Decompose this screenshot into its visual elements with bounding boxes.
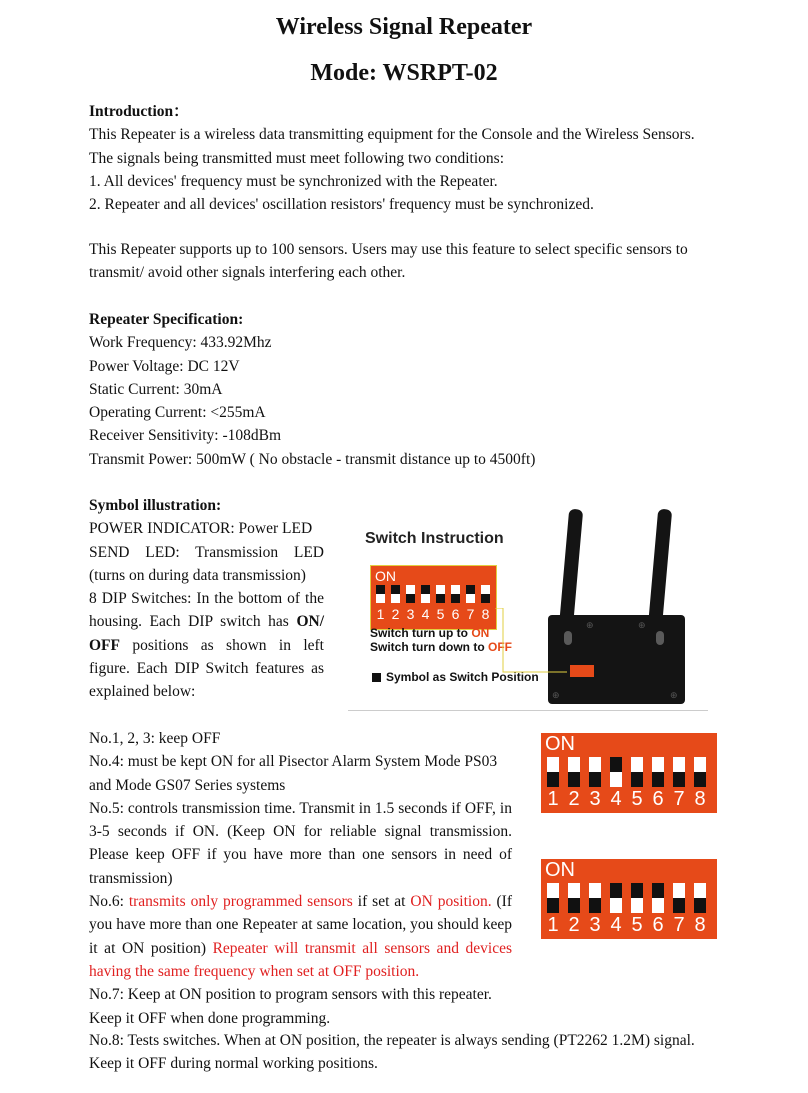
document-title: Wireless Signal Repeater bbox=[275, 14, 533, 40]
dip-switch-knob bbox=[673, 898, 685, 913]
dip-switch-2 bbox=[568, 883, 580, 913]
figure-dip-knob bbox=[376, 585, 385, 594]
dip-switch-1 bbox=[547, 757, 559, 787]
figure-dip-knob bbox=[406, 594, 415, 603]
s6f: Repeater will transmit all sensors and devices having the same frequency when set at OFF position. bbox=[89, 939, 512, 980]
dip-switch-number: 5 bbox=[631, 788, 643, 810]
dip-switch-knob bbox=[589, 898, 601, 913]
figure-dip-switch-1 bbox=[376, 585, 385, 603]
dip-switch-knob bbox=[694, 898, 706, 913]
dip-switch-knob bbox=[610, 883, 622, 898]
switch-up-on: ON bbox=[471, 626, 490, 640]
dip-switch-2 bbox=[568, 757, 580, 787]
dip-switch-diagram-1 bbox=[541, 733, 717, 813]
switch-down-off: OFF bbox=[487, 640, 512, 654]
figure-dip-switch-2 bbox=[391, 585, 400, 603]
switch-8-text-b: Keep it OFF during normal working positions. bbox=[89, 1055, 378, 1073]
dip-switch-3 bbox=[589, 883, 601, 913]
dip-switch-number: 5 bbox=[631, 914, 643, 936]
figure-dip-number: 4 bbox=[421, 606, 430, 622]
figure-dip-switch-6 bbox=[451, 585, 460, 603]
dip-switch-1 bbox=[547, 883, 559, 913]
s6b: transmits only programmed sensors bbox=[128, 893, 353, 911]
send-led-text: SEND LED: Transmission LED (turns on during data transmission) bbox=[89, 543, 324, 584]
dip-switch-number: 2 bbox=[568, 788, 580, 810]
leader-line bbox=[495, 608, 575, 678]
figure-dip-number: 8 bbox=[481, 606, 490, 622]
figure-dip-switch-7 bbox=[466, 585, 475, 603]
spec-line: Static Current: 30mA bbox=[89, 380, 223, 398]
switch-5-text: No.5: controls transmission time. Transmit in 1.5 seconds if OFF, in 3-5 seconds if ON. (Keep ON for reliable signal transmission. Please keep OFF if you have more than one sensors in need of transmission) bbox=[89, 799, 512, 887]
dip-switch-knob bbox=[547, 772, 559, 787]
spec-line: Work Frequency: 433.92Mhz bbox=[89, 334, 272, 352]
dip-switch-number: 6 bbox=[652, 914, 664, 936]
dip-switch-3 bbox=[589, 757, 601, 787]
switch-7-text-a: No.7: Keep at ON position to program sensors with this repeater. bbox=[89, 986, 492, 1004]
dip-switch-knob bbox=[568, 772, 580, 787]
figure-dip-knob bbox=[436, 594, 445, 603]
dip-switch-8 bbox=[694, 757, 706, 787]
black-square-icon bbox=[372, 673, 381, 682]
figure-dip-switch-4 bbox=[421, 585, 430, 603]
figure-dip-on-label: ON bbox=[375, 568, 396, 584]
switch-8-description bbox=[89, 1029, 779, 1076]
dip-switch-knob bbox=[589, 772, 601, 787]
dip-switch-4 bbox=[610, 757, 622, 787]
dip-switch-knob bbox=[631, 883, 643, 898]
dip1-on-label: ON bbox=[545, 733, 575, 755]
intro-line: The signals being transmitted must meet following two conditions: bbox=[89, 149, 505, 167]
power-indicator-text: POWER INDICATOR: Power LED bbox=[89, 520, 313, 538]
figure-dip-number: 6 bbox=[451, 606, 460, 622]
introduction-section bbox=[89, 100, 779, 216]
switch-descriptions bbox=[89, 727, 512, 1030]
switch-up-text: Switch turn up to bbox=[370, 626, 472, 640]
s6a: No.6: bbox=[89, 893, 129, 911]
dip-switch-7 bbox=[673, 757, 685, 787]
figure-dip-switch-8 bbox=[481, 585, 490, 603]
dip-switch-number: 8 bbox=[694, 788, 706, 810]
switch-down-text: Switch turn down to bbox=[370, 640, 488, 654]
dip-switch-number: 8 bbox=[694, 914, 706, 936]
spec-heading: Repeater Specification: bbox=[89, 311, 244, 328]
intro-line: 1. All devices' frequency must be synchronized with the Repeater. bbox=[89, 172, 498, 190]
dip-text-a: 8 DIP Switches: In the bottom of the housing. Each DIP switch has bbox=[89, 590, 324, 631]
switch-4-text: No.4: must be kept ON for all Pisector Alarm System Mode PS03 and Mode GS07 Series systems bbox=[89, 753, 498, 794]
figure-dip-number: 2 bbox=[391, 606, 400, 622]
model-title: Mode: WSRPT-02 bbox=[310, 60, 498, 86]
intro-line: 2. Repeater and all devices' oscillation resistors' frequency must be synchronized. bbox=[89, 196, 594, 214]
keyhole-icon bbox=[656, 631, 664, 645]
dip-switch-8 bbox=[694, 883, 706, 913]
figure-dip-knob bbox=[481, 594, 490, 603]
s6d: ON position. bbox=[410, 893, 492, 911]
dip-switch-knob bbox=[610, 757, 622, 772]
dip-switch-number: 1 bbox=[547, 788, 559, 810]
switch-7-text-b: Keep it OFF when done programming. bbox=[89, 1009, 331, 1027]
figure-dip-switch bbox=[370, 565, 497, 630]
dip-text-onoff: ON/ OFF bbox=[89, 613, 324, 654]
figure-dip-knob bbox=[391, 585, 400, 594]
figure-dip-number: 7 bbox=[466, 606, 475, 622]
screw-icon: ⊕ bbox=[670, 691, 678, 701]
dip-switch-number: 6 bbox=[652, 788, 664, 810]
screw-icon: ⊕ bbox=[638, 621, 646, 631]
screw-icon: ⊕ bbox=[586, 621, 594, 631]
sensor-support-paragraph bbox=[89, 238, 779, 285]
symbol-note-text: Symbol as Switch Position bbox=[386, 670, 539, 684]
switch-down-note bbox=[370, 640, 512, 654]
dip-switch-knob bbox=[631, 772, 643, 787]
figure-dip-number: 1 bbox=[376, 606, 385, 622]
dip-switch-number: 3 bbox=[589, 788, 601, 810]
dip2-on-label: ON bbox=[545, 859, 575, 881]
symbol-heading: Symbol illustration: bbox=[89, 497, 222, 514]
figure-dip-number: 3 bbox=[406, 606, 415, 622]
s6c: if set at bbox=[352, 893, 411, 911]
dip-switch-diagram-2 bbox=[541, 859, 717, 939]
spec-line: Operating Current: <255mA bbox=[89, 404, 266, 422]
intro2-line: transmit/ avoid other signals interfering each other. bbox=[89, 264, 406, 282]
dip-switch-number: 1 bbox=[547, 914, 559, 936]
symbol-section bbox=[89, 494, 324, 704]
dip-switch-number: 2 bbox=[568, 914, 580, 936]
s6e: (If you have more than one Repeater at same location, you should keep it at ON position) bbox=[89, 893, 512, 957]
dip-switch-number: 4 bbox=[610, 788, 622, 810]
dip-switch-number: 7 bbox=[673, 914, 685, 936]
dip-switch-text bbox=[89, 587, 324, 703]
figure-dip-switch-5 bbox=[436, 585, 445, 603]
dip-switch-4 bbox=[610, 883, 622, 913]
figure-dip-knob bbox=[466, 585, 475, 594]
switch-123-text: No.1, 2, 3: keep OFF bbox=[89, 730, 221, 747]
dip-switch-6 bbox=[652, 883, 664, 913]
switch-instruction-figure bbox=[348, 505, 708, 711]
dip-switch-6 bbox=[652, 757, 664, 787]
dip-switch-knob bbox=[673, 772, 685, 787]
dip-switch-5 bbox=[631, 883, 643, 913]
spec-line: Transmit Power: 500mW ( No obstacle - transmit distance up to 4500ft) bbox=[89, 450, 536, 468]
figure-dip-knob bbox=[421, 585, 430, 594]
figure-title: Switch Instruction bbox=[365, 530, 504, 547]
dip-switch-5 bbox=[631, 757, 643, 787]
dip-switch-number: 7 bbox=[673, 788, 685, 810]
dip-switch-knob bbox=[652, 772, 664, 787]
dip-switch-knob bbox=[694, 772, 706, 787]
dip-switch-knob bbox=[568, 898, 580, 913]
intro2-line: This Repeater supports up to 100 sensors. Users may use this feature to select specific sensors to bbox=[89, 241, 688, 258]
switch-6-text bbox=[89, 890, 512, 983]
figure-dip-switch-3 bbox=[406, 585, 415, 603]
figure-dip-knob bbox=[451, 594, 460, 603]
figure-dip-number: 5 bbox=[436, 606, 445, 622]
intro-line: This Repeater is a wireless data transmitting equipment for the Console and the Wireless Sensors. bbox=[89, 126, 695, 144]
specification-section bbox=[89, 308, 789, 471]
screw-icon: ⊕ bbox=[552, 691, 560, 701]
dip-switch-number: 4 bbox=[610, 914, 622, 936]
dip-switch-knob bbox=[652, 883, 664, 898]
switch-8-text-a: No.8: Tests switches. When at ON position, the repeater is always sending (PT2262 1.2M) signal. bbox=[89, 1032, 695, 1049]
intro-heading: Introduction： bbox=[89, 103, 189, 120]
switch-up-note bbox=[370, 626, 489, 640]
spec-line: Receiver Sensitivity: -108dBm bbox=[89, 427, 282, 445]
dip-text-b: positions as shown in left figure. Each DIP Switch features as explained below: bbox=[89, 636, 324, 701]
dip-switch-number: 3 bbox=[589, 914, 601, 936]
dip-switch-knob bbox=[547, 898, 559, 913]
dip-switch-7 bbox=[673, 883, 685, 913]
spec-line: Power Voltage: DC 12V bbox=[89, 357, 240, 375]
